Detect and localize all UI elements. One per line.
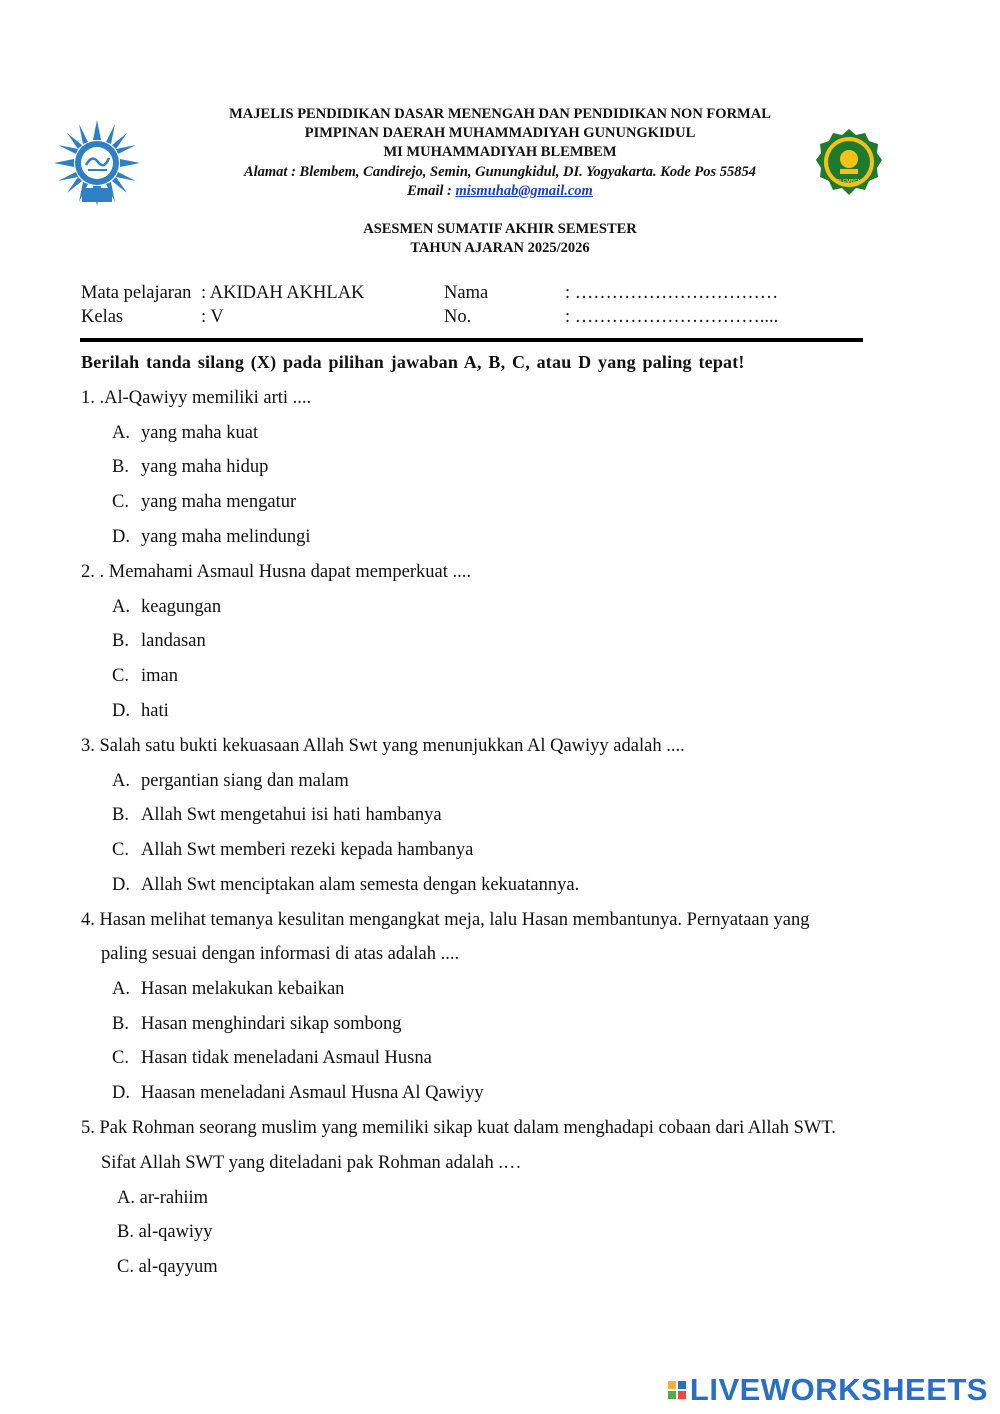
option-letter: A. [112, 423, 130, 443]
option-letter: A. [112, 771, 130, 791]
header-line-1: MAJELIS PENDIDIKAN DASAR MENENGAH DAN PENDIDIKAN NON FORMAL [229, 106, 771, 122]
question-3-option-d[interactable] [112, 875, 579, 896]
subject-value: : AKIDAH AKHLAK [201, 283, 365, 303]
subject-label: Mata pelajaran [81, 283, 192, 303]
muhammadiyah-sun-logo-icon [52, 118, 142, 208]
question-1-option-d[interactable] [112, 527, 311, 548]
option-text: landasan [141, 631, 206, 651]
name-value: : …………………………… [565, 283, 779, 303]
option-letter: B. [112, 805, 129, 825]
option-letter: B. [112, 1014, 129, 1034]
liveworksheets-text: LIVEWORKSHEETS [689, 1372, 988, 1407]
class-value: : V [201, 307, 224, 327]
option-text: Allah Swt menciptakan alam semesta dengan kekuatannya. [141, 875, 580, 895]
seal-text: BLEMBEM [836, 179, 862, 185]
header-email-line [180, 182, 820, 201]
option-text: yang maha melindungi [141, 527, 311, 547]
exam-title: ASESMEN SUMATIF AKHIR SEMESTER [363, 221, 637, 237]
question-4-option-a[interactable] [112, 979, 344, 1000]
liveworksheets-logo-icon [668, 1381, 686, 1399]
muhammadiyah-logo [52, 118, 142, 208]
header-line-2: PIMPINAN DAERAH MUHAMMADIYAH GUNUNGKIDUL [304, 125, 696, 141]
option-text: C. al-qayyum [117, 1257, 218, 1277]
header-line-3: MI MUHAMMADIYAH BLEMBEM [383, 144, 617, 160]
logo-block [668, 1381, 676, 1389]
option-text: yang maha hidup [141, 457, 269, 477]
question-1-option-a[interactable] [112, 423, 258, 444]
liveworksheets-watermark[interactable] [668, 1372, 988, 1408]
option-text: B. al-qawiyy [117, 1222, 213, 1242]
option-letter: C. [112, 840, 129, 860]
logo-block [678, 1381, 686, 1389]
school-seal-logo [814, 127, 884, 197]
option-text: yang maha kuat [141, 423, 259, 443]
option-letter: A. [112, 597, 130, 617]
question-2-option-b[interactable] [112, 631, 206, 652]
question-1: 1. .Al-Qawiyy memiliki arti .... [81, 388, 312, 408]
email-link[interactable]: mismuhab@gmail.com [455, 183, 593, 199]
option-text: yang maha mengatur [141, 492, 297, 512]
email-label: Email : [407, 183, 456, 199]
option-text: A. ar-rahiim [117, 1188, 209, 1208]
option-letter: C. [112, 1048, 129, 1068]
header-divider [80, 338, 863, 342]
option-letter: D. [112, 875, 130, 895]
question-5-option-c[interactable] [117, 1257, 218, 1278]
option-letter: A. [112, 979, 130, 999]
option-text: Allah Swt memberi rezeki kepada hambanya [141, 840, 474, 860]
question-4: 4. Hasan melihat temanya kesulitan mengangkat meja, lalu Hasan membantunya. Pernyataan yang [81, 910, 810, 930]
no-label: No. [444, 307, 472, 327]
option-text: Hasan tidak meneladani Asmaul Husna [141, 1048, 432, 1068]
question-3-option-b[interactable] [112, 805, 442, 826]
question-4-option-d[interactable] [112, 1083, 484, 1104]
question-5-option-b[interactable] [117, 1222, 213, 1243]
option-letter: D. [112, 701, 130, 721]
school-seal-logo-icon [814, 127, 884, 197]
no-value: : ………………………….... [565, 307, 779, 327]
question-2-option-c[interactable] [112, 666, 178, 687]
option-text: Haasan meneladani Asmaul Husna Al Qawiyy [141, 1083, 484, 1103]
logo-block [678, 1391, 686, 1399]
option-letter: B. [112, 457, 129, 477]
option-text: Allah Swt mengetahui isi hati hambanya [141, 805, 442, 825]
option-text: hati [141, 701, 169, 721]
question-2-option-a[interactable] [112, 597, 221, 618]
logo-block [668, 1391, 676, 1399]
name-label: Nama [444, 283, 489, 303]
instruction: Berilah tanda silang (X) pada pilihan jawaban A, B, C, atau D yang paling tepat! [81, 352, 745, 372]
question-3-option-a[interactable] [112, 771, 349, 792]
question-2: 2. . Memahami Asmaul Husna dapat memperkuat .... [81, 562, 471, 582]
option-letter: D. [112, 1083, 130, 1103]
header-address: Alamat : Blembem, Candirejo, Semin, Gunungkidul, DI. Yogyakarta. Kode Pos 55854 [243, 164, 757, 180]
question-1-option-c[interactable] [112, 492, 296, 513]
question-5-continued: Sifat Allah SWT yang diteladani pak Rohman adalah .… [101, 1153, 522, 1173]
option-text: iman [141, 666, 178, 686]
question-2-option-d[interactable] [112, 701, 169, 722]
exam-year: TAHUN AJARAN 2025/2026 [410, 240, 590, 256]
question-3: 3. Salah satu bukti kekuasaan Allah Swt yang menunjukkan Al Qawiyy adalah .... [81, 736, 685, 756]
question-4-option-b[interactable] [112, 1014, 402, 1035]
question-4-continued: paling sesuai dengan informasi di atas adalah .... [101, 944, 460, 964]
option-letter: B. [112, 631, 129, 651]
question-5: 5. Pak Rohman seorang muslim yang memiliki sikap kuat dalam menghadapi cobaan dari Allah SWT. [81, 1118, 836, 1138]
option-text: pergantian siang dan malam [141, 771, 349, 791]
option-letter: D. [112, 527, 130, 547]
question-3-option-c[interactable] [112, 840, 473, 861]
option-text: Hasan melakukan kebaikan [141, 979, 345, 999]
option-letter: C. [112, 666, 129, 686]
question-4-option-c[interactable] [112, 1048, 432, 1069]
option-text: keagungan [141, 597, 222, 617]
option-letter: C. [112, 492, 129, 512]
question-5-option-a[interactable] [117, 1188, 208, 1209]
question-1-option-b[interactable] [112, 457, 268, 478]
option-text: Hasan menghindari sikap sombong [141, 1014, 402, 1034]
class-label: Kelas [81, 307, 124, 327]
